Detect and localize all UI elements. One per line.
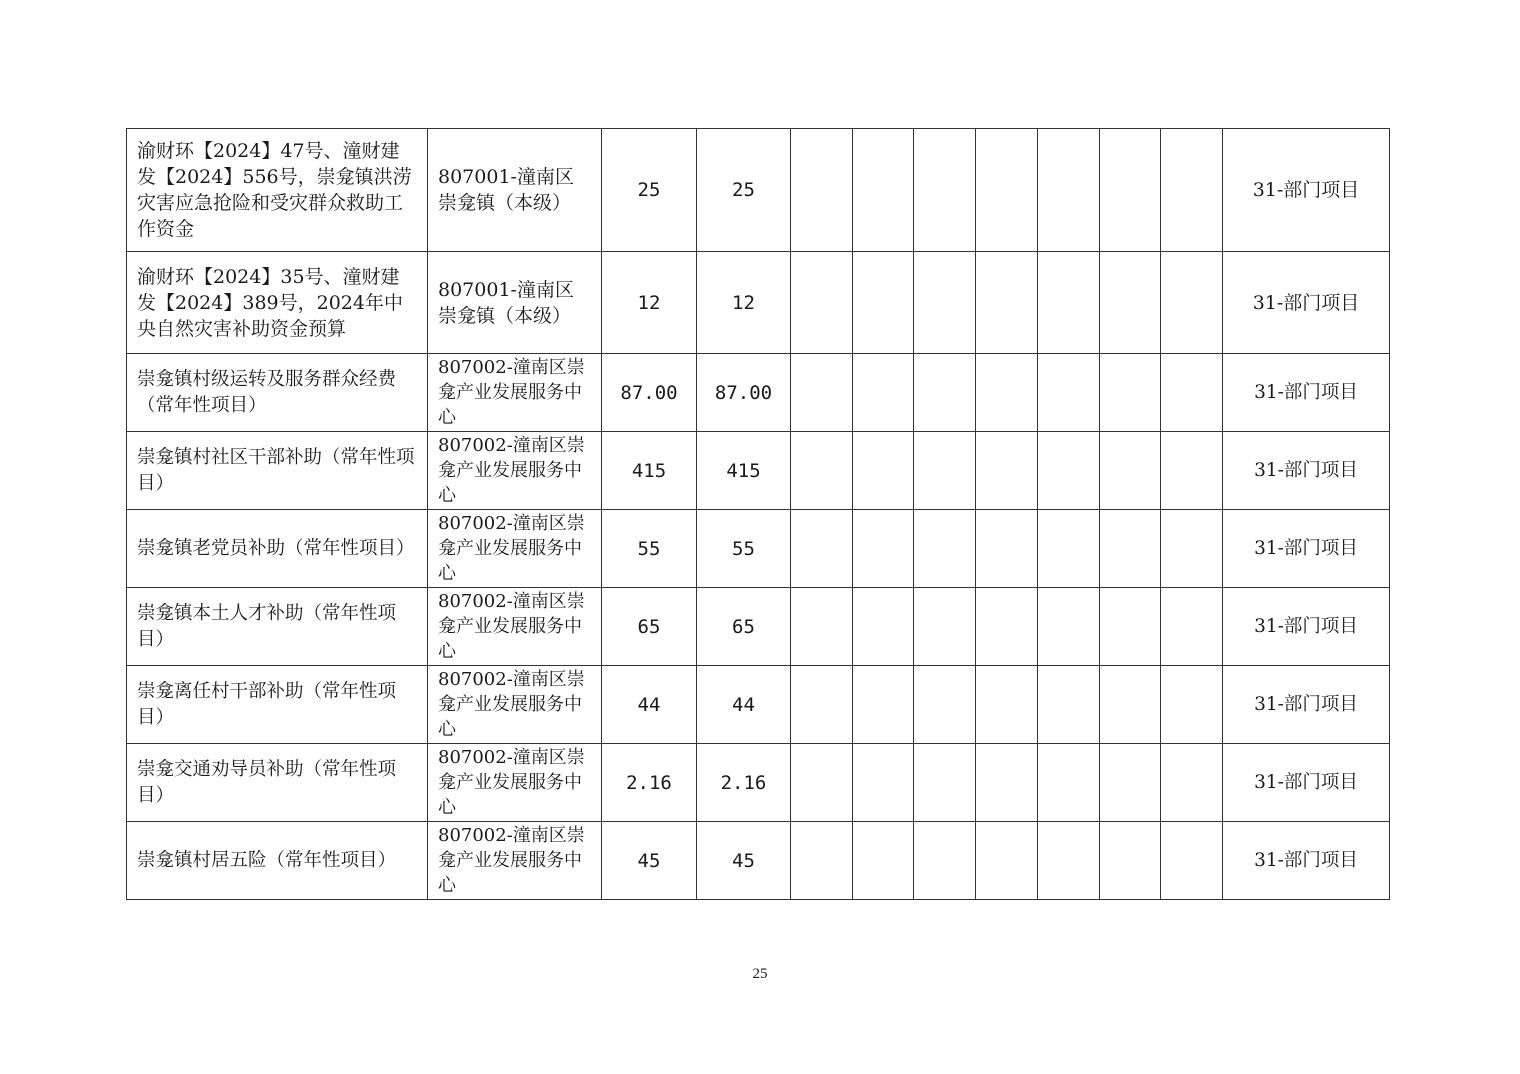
empty-cell — [1038, 252, 1100, 354]
empty-cell — [1161, 744, 1223, 822]
empty-cell — [791, 129, 853, 252]
empty-cell — [853, 588, 914, 666]
total-cell: 415 — [602, 432, 697, 510]
empty-cell — [791, 666, 853, 744]
empty-cell — [1100, 354, 1161, 432]
empty-cell — [914, 822, 976, 900]
empty-cell — [1100, 822, 1161, 900]
empty-cell — [1038, 510, 1100, 588]
project-name-cell: 渝财环【2024】47号、潼财建发【2024】556号，崇龛镇洪涝灾害应急抢险和受灾群众救助工作资金 — [127, 129, 428, 252]
total-cell: 2.16 — [602, 744, 697, 822]
empty-cell — [1038, 666, 1100, 744]
empty-cell — [791, 354, 853, 432]
empty-cell — [976, 588, 1038, 666]
project-type-cell: 31-部门项目 — [1223, 822, 1390, 900]
unit-cell: 807001-潼南区崇龛镇（本级） — [428, 252, 602, 354]
project-type-cell: 31-部门项目 — [1223, 588, 1390, 666]
amount-cell: 2.16 — [697, 744, 791, 822]
amount-cell: 44 — [697, 666, 791, 744]
empty-cell — [1100, 666, 1161, 744]
total-cell: 44 — [602, 666, 697, 744]
total-cell: 87.00 — [602, 354, 697, 432]
empty-cell — [1161, 252, 1223, 354]
empty-cell — [1161, 822, 1223, 900]
total-cell: 55 — [602, 510, 697, 588]
unit-cell: 807002-潼南区崇龛产业发展服务中心 — [428, 822, 602, 900]
total-cell: 25 — [602, 129, 697, 252]
page-number: 25 — [752, 966, 768, 982]
amount-cell: 65 — [697, 588, 791, 666]
amount-cell: 25 — [697, 129, 791, 252]
empty-cell — [914, 129, 976, 252]
project-type-cell: 31-部门项目 — [1223, 510, 1390, 588]
project-type-cell: 31-部门项目 — [1223, 432, 1390, 510]
empty-cell — [853, 354, 914, 432]
total-cell: 12 — [602, 252, 697, 354]
empty-cell — [1038, 354, 1100, 432]
empty-cell — [1038, 588, 1100, 666]
empty-cell — [853, 432, 914, 510]
empty-cell — [791, 252, 853, 354]
project-name-cell: 崇龛镇村级运转及服务群众经费（常年性项目） — [127, 354, 428, 432]
table-row — [127, 666, 1390, 744]
empty-cell — [976, 744, 1038, 822]
project-name-cell: 崇龛镇村居五险（常年性项目） — [127, 822, 428, 900]
empty-cell — [914, 252, 976, 354]
empty-cell — [853, 252, 914, 354]
empty-cell — [1161, 432, 1223, 510]
unit-cell: 807002-潼南区崇龛产业发展服务中心 — [428, 588, 602, 666]
empty-cell — [976, 510, 1038, 588]
empty-cell — [1038, 129, 1100, 252]
unit-cell: 807002-潼南区崇龛产业发展服务中心 — [428, 432, 602, 510]
empty-cell — [1100, 252, 1161, 354]
project-name-cell: 崇龛镇老党员补助（常年性项目） — [127, 510, 428, 588]
table-row — [127, 822, 1390, 900]
empty-cell — [853, 510, 914, 588]
empty-cell — [1161, 510, 1223, 588]
empty-cell — [976, 432, 1038, 510]
empty-cell — [976, 252, 1038, 354]
empty-cell — [1100, 129, 1161, 252]
empty-cell — [791, 744, 853, 822]
empty-cell — [1100, 744, 1161, 822]
unit-cell: 807002-潼南区崇龛产业发展服务中心 — [428, 510, 602, 588]
unit-cell: 807002-潼南区崇龛产业发展服务中心 — [428, 354, 602, 432]
amount-cell: 45 — [697, 822, 791, 900]
project-name-cell: 崇龛镇村社区干部补助（常年性项目） — [127, 432, 428, 510]
empty-cell — [853, 129, 914, 252]
table-row — [127, 588, 1390, 666]
table-row — [127, 510, 1390, 588]
empty-cell — [914, 588, 976, 666]
empty-cell — [1161, 129, 1223, 252]
table-row — [127, 432, 1390, 510]
empty-cell — [791, 510, 853, 588]
project-name-cell: 崇龛镇本土人才补助（常年性项目） — [127, 588, 428, 666]
empty-cell — [976, 666, 1038, 744]
amount-cell: 415 — [697, 432, 791, 510]
empty-cell — [1161, 666, 1223, 744]
empty-cell — [1161, 588, 1223, 666]
empty-cell — [914, 432, 976, 510]
empty-cell — [791, 432, 853, 510]
empty-cell — [853, 744, 914, 822]
project-type-cell: 31-部门项目 — [1223, 354, 1390, 432]
empty-cell — [1038, 822, 1100, 900]
empty-cell — [1100, 510, 1161, 588]
unit-cell: 807002-潼南区崇龛产业发展服务中心 — [428, 744, 602, 822]
unit-cell: 807001-潼南区崇龛镇（本级） — [428, 129, 602, 252]
empty-cell — [914, 510, 976, 588]
project-name-cell: 崇龛交通劝导员补助（常年性项目） — [127, 744, 428, 822]
empty-cell — [914, 666, 976, 744]
empty-cell — [1100, 588, 1161, 666]
empty-cell — [976, 822, 1038, 900]
project-name-cell: 渝财环【2024】35号、潼财建发【2024】389号，2024年中央自然灾害补助资金预算 — [127, 252, 428, 354]
amount-cell: 87.00 — [697, 354, 791, 432]
unit-cell: 807002-潼南区崇龛产业发展服务中心 — [428, 666, 602, 744]
empty-cell — [1038, 432, 1100, 510]
project-type-cell: 31-部门项目 — [1223, 129, 1390, 252]
amount-cell: 55 — [697, 510, 791, 588]
table-row — [127, 354, 1390, 432]
budget-table — [126, 128, 1390, 900]
total-cell: 65 — [602, 588, 697, 666]
empty-cell — [976, 354, 1038, 432]
empty-cell — [976, 129, 1038, 252]
empty-cell — [1161, 354, 1223, 432]
project-name-cell: 崇龛离任村干部补助（常年性项目） — [127, 666, 428, 744]
empty-cell — [914, 744, 976, 822]
project-type-cell: 31-部门项目 — [1223, 252, 1390, 354]
empty-cell — [853, 666, 914, 744]
empty-cell — [1100, 432, 1161, 510]
empty-cell — [853, 822, 914, 900]
table-row — [127, 744, 1390, 822]
amount-cell: 12 — [697, 252, 791, 354]
empty-cell — [791, 822, 853, 900]
empty-cell — [1038, 744, 1100, 822]
project-type-cell: 31-部门项目 — [1223, 666, 1390, 744]
total-cell: 45 — [602, 822, 697, 900]
empty-cell — [791, 588, 853, 666]
table-row — [127, 252, 1390, 354]
table-row — [127, 129, 1390, 252]
empty-cell — [914, 354, 976, 432]
project-type-cell: 31-部门项目 — [1223, 744, 1390, 822]
